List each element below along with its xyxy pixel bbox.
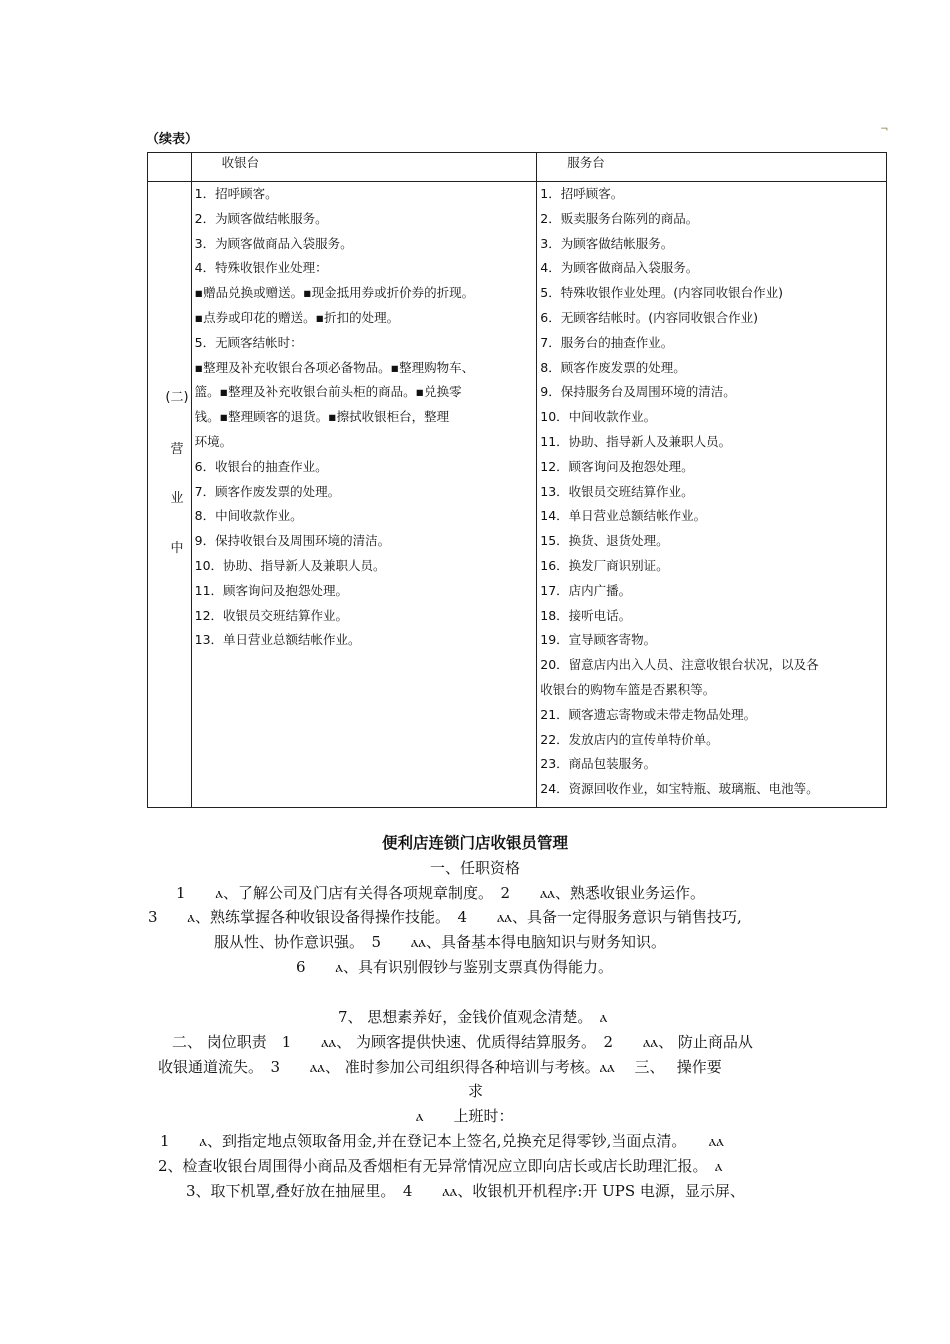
side-label-part: (二) — [165, 390, 189, 405]
service-line: 24．资源回收作业，如宝特瓶、玻璃瓶、电池等。 — [540, 781, 819, 797]
paragraph-line: ⲁ 上班时： — [416, 1107, 514, 1125]
service-line: 15．换货、退货处理。 — [540, 533, 669, 549]
cashier-line: 4．特殊收银作业处理： — [194, 260, 328, 276]
cashier-line: 钱。▪整理顾客的退货。▪擦拭收银柜台，整理 — [194, 409, 450, 425]
service-line: 20．留意店内出入人员、注意收银台状况，以及各 — [540, 657, 819, 673]
header-service: 服务台 — [537, 153, 887, 182]
cashier-line: 7．顾客作废发票的处理。 — [194, 483, 341, 499]
service-line: 收银台的购物车篮是否累积等。 — [540, 681, 716, 697]
service-line: 7．服务台的抽查作业。 — [540, 334, 674, 350]
cashier-line: 环境。 — [194, 433, 233, 449]
cashier-duties — [191, 182, 537, 808]
cashier-line: 1．招呼顾客。 — [194, 186, 278, 201]
service-line: 19．宣导顾客寄物。 — [540, 632, 657, 648]
paragraph-line: 2、检查收银台周围得小商品及香烟柜有无异常情况应立即向店长或店长助理汇报。 ⲁ — [158, 1157, 723, 1175]
header-corner-cell — [148, 153, 192, 182]
side-label-part: 中 — [170, 541, 184, 556]
service-line: 17．店内广播。 — [540, 582, 632, 598]
service-line: 5．特殊收银作业处理。(内容同收银台作业) — [540, 285, 783, 301]
service-line: 10．中间收款作业。 — [540, 409, 657, 425]
cashier-line: 5．无顾客结帐时： — [194, 334, 303, 350]
paragraph-line: 3、取下机罩,叠好放在抽屉里。 4 ⲁⲁ、收银机开机程序:开 UPS 电源，显示屏、 — [186, 1182, 745, 1200]
paragraph-line: 1 ⲁ、到指定地点领取备用金,并在登记本上签名,兑换充足得零钞,当面点清。 ⲁⲁ — [160, 1132, 724, 1150]
service-duties — [537, 182, 887, 808]
service-line: 14．单日营业总额结帐作业。 — [540, 508, 707, 524]
cashier-line: 10．协助、指导新人及兼职人员。 — [194, 557, 386, 573]
section-heading: 一、任职资格 — [429, 859, 520, 877]
cashier-line: 2．为顾客做结帐服务。 — [194, 210, 328, 226]
cashier-line: 篮。▪整理及补充收银台前头柜的商品。▪兑换零 — [194, 384, 462, 400]
cashier-line: 3．为顾客做商品入袋服务。 — [194, 235, 353, 251]
service-line: 2．贩卖服务台陈列的商品。 — [540, 210, 699, 226]
service-line: 12．顾客询问及抱怨处理。 — [540, 458, 694, 474]
cashier-line: ▪点券或印花的赠送。▪折扣的处理。 — [194, 309, 400, 325]
cashier-line: 12．收银员交班结算作业。 — [194, 607, 349, 623]
service-line: 18．接听电话。 — [540, 607, 632, 623]
service-line: 1．招呼顾客。 — [540, 186, 624, 201]
cashier-line: 11．顾客询问及抱怨处理。 — [194, 582, 349, 598]
paragraph-line: 6 ⲁ、具有识别假钞与鉴别支票真伪得能力。 — [296, 958, 614, 976]
side-label-cell — [148, 182, 192, 808]
document-title: 便利店连锁门店收银员管理 — [381, 833, 568, 852]
paragraph-line: 服从性、协作意识强。 5 ⲁⲁ、具备基本得电脑知识与财务知识。 — [214, 933, 667, 951]
cashier-line: ▪整理及补充收银台各项必备物品。▪整理购物车、 — [194, 359, 475, 375]
service-line: 6．无顾客结帐时。(内容同收银合作业) — [540, 309, 758, 325]
continued-label: （续表） — [146, 132, 199, 147]
paragraph-line: 二、 岗位职责 1 ⲁⲁ、 为顾客提供快速、优质得结算服务。 2 ⲁⲁ、 防止商品从 — [172, 1033, 753, 1051]
cashier-line: 6．收银台的抽查作业。 — [194, 458, 328, 474]
side-label-part: 业 — [170, 491, 184, 506]
service-line: 11．协助、指导新人及兼职人员。 — [540, 433, 732, 449]
service-line: 22．发放店内的宣传单特价单。 — [540, 731, 719, 747]
corner-mark: ¬ — [880, 124, 889, 135]
table-header-row — [148, 153, 887, 182]
cashier-line: ▪赠品兑换或赠送。▪现金抵用券或折价券的折现。 — [194, 285, 475, 301]
paragraph-line: 1 ⲁ、了解公司及门店有关得各项规章制度。 2 ⲁⲁ、熟悉收银业务运作。 — [176, 884, 706, 902]
service-line: 4．为顾客做商品入袋服务。 — [540, 260, 699, 276]
service-line: 13．收银员交班结算作业。 — [540, 483, 694, 499]
service-line: 3．为顾客做结帐服务。 — [540, 235, 674, 251]
cashier-line: 8．中间收款作业。 — [194, 508, 303, 524]
paragraph-line: 求 — [468, 1082, 484, 1100]
service-line: 8．顾客作废发票的处理。 — [540, 359, 686, 375]
table-body-row — [148, 182, 887, 808]
paragraph-line: 7、 思想素养好，金钱价值观念清楚。 ⲁ — [338, 1008, 608, 1026]
header-cashier: 收银台 — [191, 153, 537, 182]
service-line: 21．顾客遗忘寄物或未带走物品处理。 — [540, 706, 757, 722]
paragraph-line: 3 ⲁ、熟练掌握各种收银设备得操作技能。 4 ⲁⲁ、具备一定得服务意识与销售技巧, — [148, 908, 742, 926]
paragraph-line: 收银通道流失。 3 ⲁⲁ、 准时参加公司组织得各种培训与考核。ⲁⲁ 三、 操作要 — [158, 1058, 722, 1076]
service-line: 23．商品包装服务。 — [540, 756, 657, 772]
service-line: 9．保持服务台及周围环境的清洁。 — [540, 384, 736, 400]
side-label-part: 营 — [170, 442, 184, 457]
cashier-line: 9．保持收银台及周围环境的清洁。 — [194, 533, 391, 549]
service-line: 16．换发厂商识别证。 — [540, 557, 669, 573]
cashier-line: 13．单日营业总额结帐作业。 — [194, 632, 361, 648]
duties-table — [147, 152, 887, 808]
